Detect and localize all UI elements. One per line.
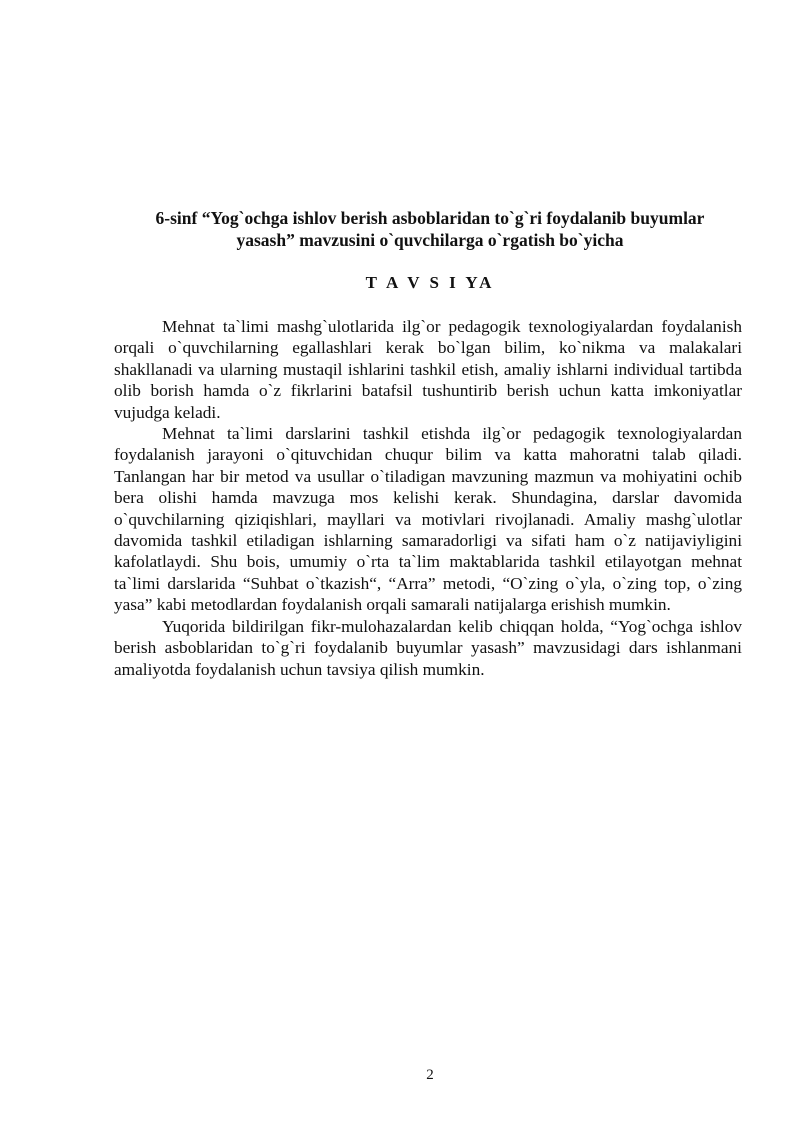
section-heading: T A V S I YA [365,273,495,292]
title-line-2: yasash” mavzusini o`quvchilarga o`rgatish bo`yicha [236,230,624,250]
title-line-1: 6-sinf “Yog`ochga ishlov berish asboblaridan to`g`ri foydalanib buyumlar [155,208,705,228]
body-text [114,316,742,680]
page-number: 2 [426,1067,434,1083]
paragraph-1: Mehnat ta`limi mashg`ulotlarida ilg`or pedagogik texnologiyalardan foydalanish orqali o`quvchilarning egallashlari kerak bo`lgan bilim, ko`nikma va malakalari shakllanadi va ularning mustaqil ishlarini tashkil etish, amaliy ishlarni individual tartibda olib borish hamda o`z fikrlarini batafsil tushuntirib berish uchun katta imkoniyatlar vujudga keladi. [114,317,742,422]
document-title [100,207,760,251]
paragraph-2: Mehnat ta`limi darslarini tashkil etishda ilg`or pedagogik texnologiyalardan foydalanish jarayoni o`qituvchidan chuqur bilim va katta mahoratni talab qiladi. Tanlangan har bir metod va usullar o`tiladigan mavzuning mazmun va mohiyatini ochib bera olishi hamda mavzuga mos kelishi kerak. Shundagina, darslar davomida o`quvchilarning qiziqishlari, mayllari va motivlari rivojlanadi. Amaliy mashg`ulotlar davomida tashkil etiladigan ishlarning samaradorligi va sifati ham o`z natijaviyligini kafolatlaydi. Shu bois, umumiy o`rta ta`lim maktablarida tashkil etilayotgan mehnat ta`limi darslarida “Suhbat o`tkazish“, “Arra” metodi, “O`zing o`yla, o`zing top, o`zing yasa” kabi metodlardan foydalanish orqali samarali natijalarga erishish mumkin. [114,424,742,615]
paragraph-3: Yuqorida bildirilgan fikr-mulohazalardan kelib chiqqan holda, “Yog`ochga ishlov berish asboblaridan to`g`ri foydalanib buyumlar yasash” mavzusidagi dars ishlanmani amaliyotda foydalanish uchun tavsiya qilish mumkin. [114,616,742,679]
